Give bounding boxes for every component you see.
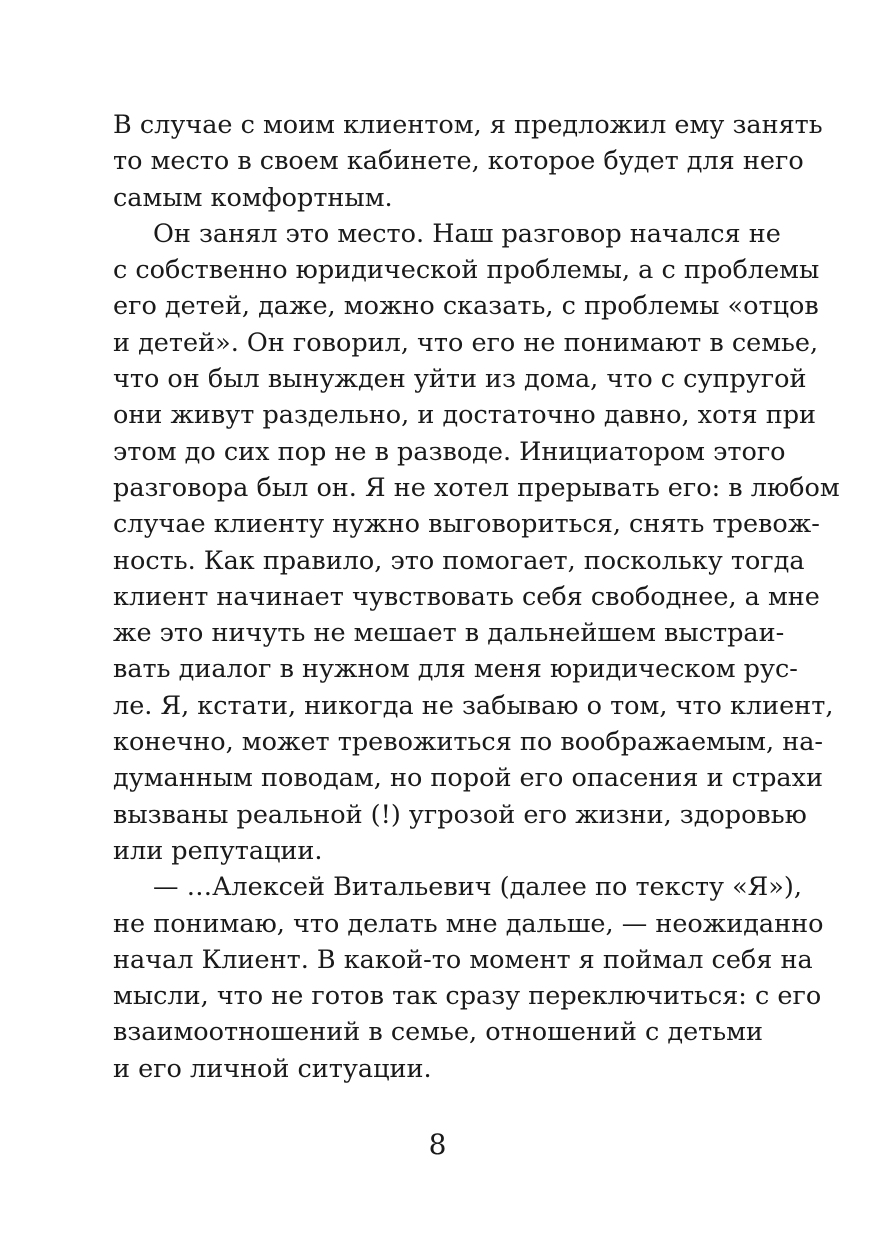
text-line: они живут раздельно, и достаточно давно, хотя при bbox=[113, 400, 817, 431]
text-line: и детей». Он говорил, что его не понимают в семье, bbox=[113, 327, 819, 358]
text-line: вызваны реальной (!) угрозой его жизни, здоровью bbox=[113, 799, 807, 830]
text-line: конечно, может тревожиться по воображаемым, на- bbox=[113, 727, 824, 758]
text-line: же это ничуть не мешает в дальнейшем выстраи- bbox=[113, 618, 785, 649]
text-line: Он занял это место. Наш разговор начался не bbox=[153, 218, 781, 249]
text-line: ность. Как правило, это помогает, поскольку тогда bbox=[113, 545, 805, 576]
text-line: начал Клиент. В какой-то момент я поймал себя на bbox=[113, 944, 813, 975]
text-line: думанным поводам, но порой его опасения и страхи bbox=[113, 763, 823, 794]
text-line: с собственно юридической проблемы, а с проблемы bbox=[113, 255, 820, 286]
text-line: этом до сих пор не в разводе. Инициатором этого bbox=[113, 436, 786, 467]
text-line: ле. Я, кстати, никогда не забываю о том, что клиент, bbox=[113, 690, 834, 721]
text-line: — …Алексей Витальевич (далее по тексту «Я»), bbox=[153, 872, 802, 903]
body-text bbox=[113, 107, 840, 1087]
text-line: разговора был он. Я не хотел прерывать его: в любом bbox=[113, 472, 840, 503]
text-line: не понимаю, что делать мне дальше, — неожиданно bbox=[113, 908, 824, 939]
text-line: клиент начинает чувствовать себя свободнее, а мне bbox=[113, 581, 820, 612]
text-line: и его личной ситуации. bbox=[113, 1053, 432, 1084]
text-line: вать диалог в нужном для меня юридическом рус- bbox=[113, 654, 798, 685]
page-number: 8 bbox=[428, 1128, 447, 1161]
text-line: его детей, даже, можно сказать, с проблемы «отцов bbox=[113, 291, 819, 322]
text-line: взаимоотношений в семье, отношений с детьми bbox=[113, 1017, 763, 1048]
text-line: то место в своем кабинете, которое будет для него bbox=[113, 146, 804, 177]
text-line: самым комфортным. bbox=[113, 182, 393, 213]
text-line: или репутации. bbox=[113, 835, 323, 866]
text-line: что он был вынужден уйти из дома, что с супругой bbox=[113, 364, 807, 395]
text-line: мысли, что не готов так сразу переключиться: с его bbox=[113, 981, 822, 1012]
text-line: случае клиенту нужно выговориться, снять тревож- bbox=[113, 509, 820, 540]
text-line: В случае с моим клиентом, я предложил ему занять bbox=[113, 110, 823, 140]
